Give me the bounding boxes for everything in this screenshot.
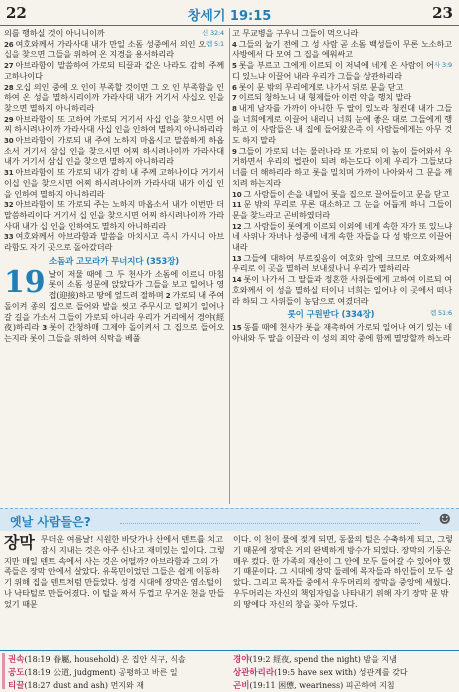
verse-number: 30 (4, 137, 14, 146)
verse (232, 189, 452, 200)
banner-decoration (120, 519, 420, 524)
verse (4, 82, 224, 114)
glossary-term: 티끌 (8, 681, 25, 691)
article-right (233, 534, 455, 610)
verse-number: 3 (39, 324, 48, 333)
verse-text: 이르되 청하노니 내 형제들아 이런 악을 행치 말라 (238, 92, 412, 103)
verse (232, 28, 452, 39)
verse-number: 31 (4, 169, 14, 178)
section-title: 롯이 구원받다 (334장) (287, 310, 375, 321)
verse-text: 롯이 문 밖의 무리에게로 나가서 뒤로 문을 닫고 (238, 81, 404, 92)
verse-text: 가로되 내 주여 돌이켜 종의 집으로 들어와 발을 씻고 주무시고 일찌기 일어나 갈 길을 가소서 그들이 가로되 아니라 우리가 거리에서 경야(經夜)하리라 (4, 290, 224, 333)
verse (4, 60, 224, 81)
cross-reference: 사 3:9 (433, 61, 452, 70)
verse (232, 221, 452, 253)
verse (232, 274, 452, 306)
glossary (0, 650, 459, 691)
cross-reference: 신 32:4 (201, 29, 224, 37)
glossary-definition: (19:11 困憊, weariness) 피곤하여 지침 (249, 681, 395, 690)
column-divider (229, 28, 230, 504)
verse-number: 7 (232, 94, 237, 103)
verse-number: 27 (4, 62, 14, 71)
verse-text: 롯을 부르고 그에게 이르되 이 저녁에 네게 온 사람이 어디 있느냐 이끌어 내라 우리가 그들을 상관하리라 (232, 60, 434, 81)
verse-text: 내게 남자를 가까이 아니한 두 딸이 있노라 청컨대 내가 그들을 너희에게로 이끌어 내리니 너희 눈에 좋은 대로 그들에게 행하고 이 사람들은 내 집에 들어왔은즉 이 사람들에게는 아무 것도 하지 말라 (232, 102, 452, 146)
verse-number: 28 (4, 83, 14, 92)
verse-text: 아브라함이 또 고하여 가로되 거기서 사십 인을 찾으시면 어찌 하시려나이까 가라사대 사십 인을 인하여 멸하지 아니하리라 (4, 113, 224, 135)
verse-number: 13 (232, 254, 242, 263)
page-header (0, 0, 459, 26)
verse (4, 28, 224, 39)
verse-text: 그들이 가로되 너는 물러나라 또 가로되 이 놈이 들어와서 우거하면서 우리의 법관이 되려 하는도다 이제 우리가 그들보다 너를 더 해하리라 하고 롯을 밀치며 가까이 나아와서 그 문을 깨치려 하는지라 (232, 145, 452, 188)
glossary-definition: (18:19 眷屬, household) 온 집안 식구, 식솔 (24, 655, 186, 664)
verse-text: 고 무교병을 구우니 그들이 먹으니라 (232, 28, 359, 38)
verse-number: 8 (232, 104, 237, 113)
article-left-text: 무더운 여름날! 시원한 바닷가나 산에서 텐트를 치고 잠시 지내는 것은 아주 신나고 재미있는 일이다. 그렇지만 매일 텐트 속에서 사는 것은 어떨까? 아브라함과 그의 가족들은 장막 안에서 살았다. 유목민이었던 그들은 쉽게 이동하기 위해 집을 텐트처럼 만들었다. 성경 시대에 장막은 염소털이나 낙타털로 만들어졌다. 이 털을 짜서 두껍고 무거운 천을 만들었기 때문 (4, 534, 225, 609)
header-rule (0, 25, 459, 26)
verse-number: 33 (4, 233, 14, 242)
verse (4, 231, 224, 252)
page-number-left: 22 (6, 4, 27, 22)
verse-number: 5 (232, 62, 237, 71)
chapter-number: 19 (4, 264, 46, 300)
verse (232, 146, 452, 189)
verse-text: 아브라함이 또 가로되 내가 감히 내 주께 고하나이다 거기서 이십 인을 찾으시면 어찌 하시려나이까 가라사대 내가 이십 인을 인하여 멸하지 아니하리라 (4, 167, 224, 199)
verse-text: 그 사람들이 손을 내밀어 롯을 집으로 끌어들이고 문을 닫고 (243, 188, 450, 199)
verse-number: 14 (232, 276, 242, 285)
verse (4, 199, 224, 231)
verse (4, 135, 224, 167)
page-number-right: 23 (432, 4, 453, 22)
glossary-definition: (19:2 經夜, spend the night) 밤을 지냄 (249, 655, 397, 664)
article-heading: 장막 (4, 533, 35, 552)
verse-text: 날이 저물 때에 그 두 천사가 소돔에 이르니 마침 롯이 소돔 성문에 앉았다가 그들을 보고 일어나 영접(迎接)하고 땅에 엎드려 절하며 (48, 268, 224, 301)
verse-number: 9 (232, 147, 237, 156)
glossary-entry (233, 666, 458, 679)
verse-text: 그 사람들이 롯에게 이르되 이외에 네게 속한 자가 또 있느냐 네 사위나 자녀나 성중에 네게 속한 자들을 다 성 밖으로 이끌어 내라 (232, 220, 452, 253)
verse (232, 39, 452, 60)
right-column (232, 28, 452, 344)
verse-text: 아브라함이 가로되 내 주여 노하지 마옵시고 말씀하게 하옵소서 거기서 삼십 인을 찾으시면 어찌 하시려나이까 가라사대 내가 거기서 삼십 인을 찾으면 멸하지 아니하리라 (4, 135, 224, 167)
verse-number: 10 (232, 190, 242, 199)
left-column (4, 28, 224, 344)
verse-number: 4 (232, 40, 237, 49)
verse (232, 60, 452, 81)
article-right-text: 이다. 이 천이 물에 젖게 되면, 동물의 털은 수축하게 되고, 그렇기 때문에 장막은 거의 완벽하게 방수가 되었다. 장막의 기둥은 매우 컸다. 한 가족의 재산이 그 안에 모두 들어갈 수 있어야 했기 때문이다. 그 시대에 장막 둘레에 목자들과 하인들이 모두 살았다. 그리고 목자들 중에서 우두머리의 장막을 중앙에 세웠다. 우두머리는 자신의 책임자임을 나타내기 위해 자기 장막 문 밖의 땅에다 자신의 창을 꽂아 두었다. (233, 534, 454, 609)
banner-title: 옛날 사람들은? (10, 515, 91, 529)
feature-banner (0, 508, 459, 531)
verse (232, 253, 452, 274)
glossary-term: 경야 (233, 655, 250, 665)
glossary-entry (233, 653, 458, 666)
verse-number: 12 (232, 222, 242, 231)
glossary-term: 상관하리라 (233, 668, 275, 678)
verse-text: 그들의 눕기 전에 그 성 사람 곧 소돔 백성들이 무론 노소하고 사방에서 다 모여 그 집을 에워싸고 (232, 38, 452, 60)
cross-reference: 렘 51:6 (429, 309, 452, 318)
verse-text: 아브라함이 또 가로되 주는 노하지 마옵소서 내가 이번만 더 말씀하리이다 거기서 십 인을 찾으시면 어찌 하시려나이까 가라사대 내가 십 인을 인하여도 멸하지 아니하리라 (4, 199, 224, 231)
glossary-definition: (18:19 公道, judgment) 공평하고 바른 일 (24, 668, 178, 677)
verse-number: 6 (232, 83, 237, 92)
verse (4, 167, 224, 199)
verse-text: 문 밖의 무리로 무론 대소하고 그 눈을 어둡게 하니 그들이 문을 찾느라고 곤비하였더라 (232, 199, 452, 220)
verse (232, 199, 452, 220)
section-heading: 소돔과 고모라가 무너지다 (353장) (49, 256, 179, 267)
glossary-term: 공도 (8, 668, 25, 678)
verse-text: 여호와께서 가라사대 내가 만일 소돔 성중에서 의인 오십을 찾으면 그들을 위하여 온 지경을 용서하리라 (4, 38, 206, 60)
verse (4, 39, 224, 60)
verse-text: 롯이 간청하매 그제야 돌이켜서 그 집으로 들어오는지라 롯이 그들을 위하여 식탁을 베풀 (4, 322, 225, 343)
glossary-entry (8, 666, 233, 679)
glossary-term: 곤비 (233, 681, 250, 691)
glossary-left (8, 653, 233, 692)
verse (232, 103, 452, 146)
verse-number: 29 (4, 115, 14, 124)
verse-text: 의를 행하실 것이 아니니이까 (4, 28, 105, 38)
section-heading (232, 308, 452, 320)
verse-text: 동틀 때에 천사가 롯을 재촉하여 가로되 일어나 여기 있는 네 아내와 두 딸을 이끌라 이 성의 죄악 중에 함께 멸망할까 하노라 (232, 322, 452, 343)
page-title: 창세기 19:15 (187, 9, 272, 24)
verse-text: 아브라함이 말씀하여 가로되 티끌과 같은 나라도 감히 주께 고하나이다 (4, 60, 224, 81)
verse-text: 롯이 나가서 그 딸들과 정혼한 사위들에게 고하여 이르되 여호와께서 이 성을 멸하실 터이니 너희는 일어나 이 곳에서 떠나라 하되 그 사위들이 농담으로 여겼더라 (232, 274, 452, 306)
verse-text: 오십 의인 중에 오 인이 부족할 것이면 그 오 인 부족함을 인하여 온 성을 멸하시리이까 가라사대 내가 거기서 사십오 인을 찾으면 멸하지 아니하리라 (4, 81, 224, 113)
verse-number: 15 (232, 324, 242, 333)
cross-reference: 렘 5:1 (205, 39, 224, 48)
verse (232, 322, 452, 343)
verse-text: 그들에 대하여 부르짖음이 여호와 앞에 크므로 여호와께서 우리로 이 곳을 멸하러 보내셨나니 우리가 멸하리라 (232, 252, 452, 274)
verse (4, 114, 224, 135)
verse-number: 32 (4, 201, 14, 210)
verse-text: 여호와께서 아브라함과 말씀을 마치시고 즉시 가시니 아브라함도 자기 곳으로 돌아갔더라 (4, 231, 224, 253)
feature-article (4, 534, 455, 644)
glossary-definition: (19:5 have sex with) 성관계를 갖다 (274, 668, 408, 677)
glossary-term: 권속 (8, 655, 25, 665)
glossary-bar (2, 653, 5, 689)
verse-number: 2 (163, 292, 171, 301)
glossary-entry (8, 679, 233, 692)
glossary-right (233, 653, 458, 692)
verse (232, 92, 452, 103)
verse (232, 82, 452, 93)
glossary-entry (8, 653, 233, 666)
verse-number: 11 (232, 201, 242, 210)
glossary-definition: (18:27 dust and ash) 먼지와 재 (24, 681, 145, 690)
article-left (4, 534, 226, 610)
figure-icon: ☻ (438, 512, 451, 528)
verse-number: 26 (4, 40, 14, 49)
glossary-entry (233, 679, 458, 692)
chapter-start (4, 264, 225, 344)
